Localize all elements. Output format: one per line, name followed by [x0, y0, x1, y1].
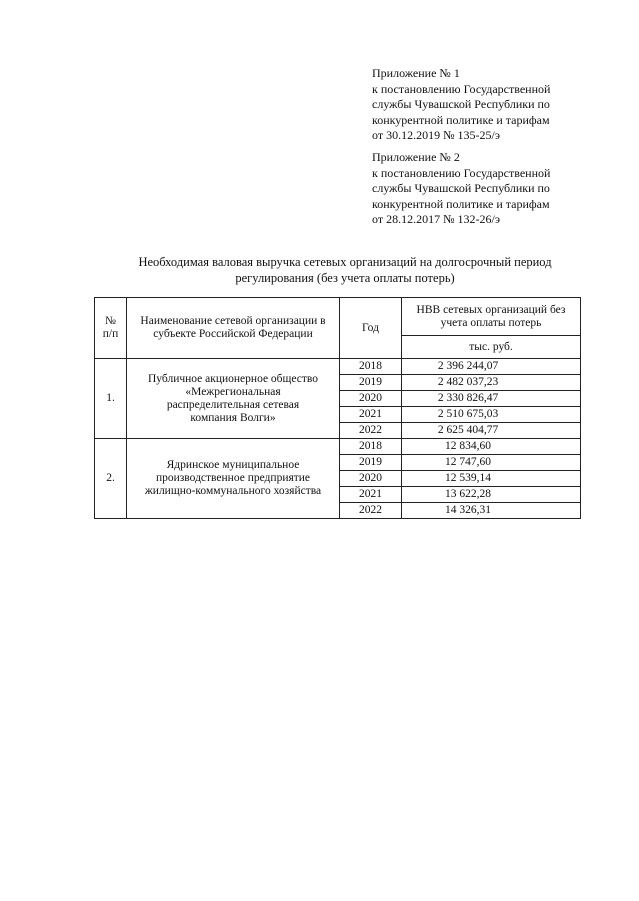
org-1-num: 1. — [95, 359, 127, 439]
org-name-line: производственное предприятие — [155, 472, 311, 484]
header-org — [127, 298, 340, 359]
year-cell: 2020 — [340, 471, 402, 487]
year-cell: 2021 — [340, 407, 402, 423]
table-row — [95, 439, 581, 455]
header-nvv-line: НВВ сетевых организаций без — [416, 303, 566, 316]
year-cell: 2021 — [340, 487, 402, 503]
appendix-1-line: от 30.12.2019 № 135-25/э — [372, 128, 501, 142]
header-num-line: п/п — [102, 328, 119, 340]
value-cell: 2 482 037,23 — [402, 375, 581, 391]
org-name-line: распределительная сетевая — [166, 398, 300, 411]
appendix-1-line: конкурентной политике и тарифам — [372, 112, 550, 127]
value-cell: 2 510 675,03 — [402, 407, 581, 423]
value-cell: 14 326,31 — [402, 503, 581, 519]
nvv-table — [94, 297, 581, 519]
year-cell: 2018 — [340, 439, 402, 455]
header-nvv-line: учета оплаты потерь — [440, 316, 542, 329]
header-unit: тыс. руб. — [402, 336, 581, 359]
header-nvv — [402, 298, 581, 336]
title-line-2: регулирования (без учета оплаты потерь) — [235, 271, 455, 285]
value-cell: 2 625 404,77 — [402, 423, 581, 439]
header-org-line: Наименование сетевой организации в — [140, 315, 326, 327]
year-cell: 2018 — [340, 359, 402, 375]
org-name-line: «Межрегиональная — [185, 385, 281, 398]
org-name-line: жилищно-коммунального хозяйства — [144, 485, 322, 497]
value-cell: 2 330 826,47 — [402, 391, 581, 407]
org-1-name — [127, 359, 340, 439]
document-title — [100, 254, 590, 286]
org-2-num: 2. — [95, 439, 127, 519]
year-cell: 2019 — [340, 375, 402, 391]
value-cell: 13 622,28 — [402, 487, 581, 503]
appendix-2-block — [372, 150, 622, 228]
appendix-2-line: конкурентной политике и тарифам — [372, 196, 550, 211]
value-cell: 12 747,60 — [402, 455, 581, 471]
value-cell: 12 834,60 — [402, 439, 581, 455]
appendix-2-line: Приложение № 2 — [372, 150, 460, 164]
appendix-2-line: службы Чувашской Республики по — [372, 181, 550, 195]
header-org-line: субъекте Российской Федерации — [153, 328, 313, 340]
year-cell: 2019 — [340, 455, 402, 471]
table-row — [95, 359, 581, 375]
header-num-line: № — [105, 315, 116, 327]
value-cell: 12 539,14 — [402, 471, 581, 487]
appendix-1-line: к постановлению Государственной — [372, 81, 551, 96]
appendix-1-line: Приложение № 1 — [372, 66, 460, 80]
table-header-row — [95, 298, 581, 336]
org-name-line: Ядринское муниципальное — [166, 459, 300, 471]
year-cell: 2022 — [340, 503, 402, 519]
header-year: Год — [340, 298, 402, 359]
appendix-2-line: от 28.12.2017 № 132-26/э — [372, 212, 501, 226]
year-cell: 2022 — [340, 423, 402, 439]
year-cell: 2020 — [340, 391, 402, 407]
appendix-1-block — [372, 66, 622, 144]
appendix-2-line: к постановлению Государственной — [372, 165, 551, 180]
appendix-1-line: службы Чувашской Республики по — [372, 97, 550, 111]
title-line-1: Необходимая валовая выручка сетевых организаций на долгосрочный период — [138, 255, 552, 269]
value-cell: 2 396 244,07 — [402, 359, 581, 375]
org-name-line: Публичное акционерное общество — [147, 372, 319, 385]
org-name-line: компания Волги» — [190, 411, 276, 424]
header-num — [95, 298, 127, 359]
org-2-name — [127, 439, 340, 519]
